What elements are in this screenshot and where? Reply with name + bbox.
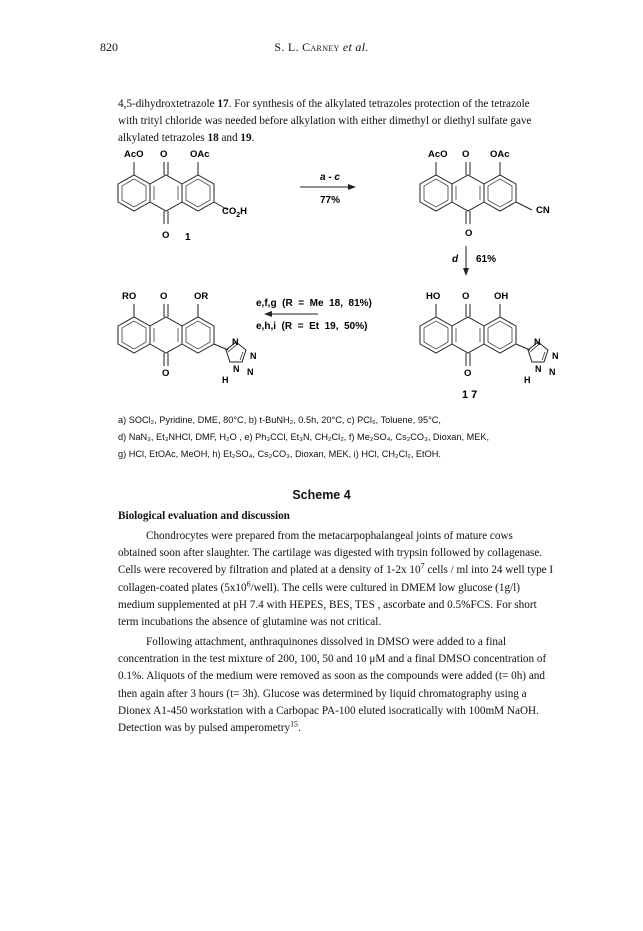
p1-line-6: term incubations the absence of glutamine was not critical. [118, 616, 382, 629]
p1-line-5: medium supplemented at pH 7.4 with HEPES, BES, TES , ascorbate and 0.5%FCS. For short [118, 598, 537, 611]
compound-1-co2h: $CO_2H$ [222, 206, 248, 219]
reference-15: 15 [290, 719, 298, 729]
section-heading: Biological evaluation and discussion [118, 510, 290, 522]
compound-ref-19: 19 [240, 132, 252, 145]
running-head-surname: Carney [302, 40, 340, 54]
compound-3-n3: N [233, 364, 240, 374]
compound-2-structure [420, 162, 532, 224]
compound-17-ho: HO [426, 291, 441, 302]
p2-line-3: 0.1%. Aliquots of the medium were removed as soon as the compounds were added (t= 0h) and [118, 670, 545, 683]
body-paragraph-1 [118, 528, 588, 631]
conditions-line-1: a) SOCl₂, Pyridine, DME, 80°C, b) t-BuNH₂, 0.5h, 20°C, c) PCl₅, Toluene, 95°C, [118, 415, 441, 425]
p1-line-3-tail: cells / ml into 24 well type I [424, 564, 554, 577]
p1-line-3 [118, 562, 588, 579]
p2-line-6 [118, 720, 588, 737]
arrow-d [463, 246, 469, 276]
arrow-d-yield: 61% [476, 254, 497, 265]
p1-line-3-exp: 7 [420, 561, 425, 571]
compound-17-number: 17 [462, 389, 481, 401]
compound-17-n3: N [535, 364, 542, 374]
compound-18-19-structure [118, 304, 246, 366]
p1-line-4-exp: 6 [246, 578, 251, 588]
compound-17-oh: OH [494, 291, 509, 302]
p2-line-5: Dionex A1-450 workstation with a Carbopac PA-100 eluted isocratically with 100mM NaOH. [118, 704, 539, 717]
running-head-initials: S. L. [274, 40, 303, 54]
compound-2-cn: CN [536, 205, 550, 216]
p1-line-4 [118, 580, 588, 597]
p2-line-6-end: . [297, 722, 301, 735]
intro-line-3-and: and [218, 132, 241, 145]
arrow-e-i-label-me: e,f,g (R = Me 18, 81%) [256, 298, 372, 309]
compound-17-n1: N [534, 337, 541, 347]
compound-3-n4: N [247, 367, 254, 377]
compound-1-o-top: O [160, 149, 168, 160]
compound-2-aco: AcO [428, 149, 448, 160]
p2-line-6-text: Detection was by pulsed amperometry [118, 722, 291, 735]
compound-ref-17: 17 [217, 98, 229, 110]
scheme-title: Scheme 4 [292, 488, 351, 502]
intro-line-1-tail: . For synthesis of the alkylated tetrazoles protection of the tetrazole [228, 98, 530, 110]
p1-line-3-text: Cells were recovered by filtration and plated at a density of 1-2x 10 [118, 564, 421, 577]
compound-1-o-bottom: O [162, 230, 170, 241]
compound-1-structure [118, 162, 228, 224]
arrow-a-c [300, 184, 356, 190]
compound-3-n2: N [250, 351, 257, 361]
compound-3-n1: N [232, 337, 239, 347]
compound-3-h: H [222, 375, 229, 385]
p1-line-4-text: collagen-coated plates (5x10 [118, 581, 247, 594]
compound-3-o-top: O [160, 291, 168, 302]
compound-1-oac: OAc [190, 149, 210, 160]
arrow-e-i [264, 311, 318, 317]
arrow-e-i-label-et: e,h,i (R = Et 19, 50%) [256, 321, 368, 332]
compound-17-o-top: O [462, 291, 470, 302]
compound-3-o-bottom: O [162, 368, 170, 379]
intro-line-3-text: alkylated tetrazoles [118, 132, 208, 145]
p2-line-2: concentration in the test mixture of 200, 100, 50 and 10 μM and a final DMSO concentration of [118, 653, 547, 666]
conditions-line-3: g) HCl, EtOAc, MeOH, h) Et₂SO₄, Cs₂CO₃, Dioxan, MEK, i) HCl, CH₂Cl₂, EtOH. [118, 449, 441, 459]
compound-ref-18: 18 [207, 132, 219, 145]
intro-line-1-text: 4,5-dihydroxtetrazole [118, 98, 218, 110]
compound-2-oac: OAc [490, 149, 510, 160]
p2-line-4: then again after 3 hours (t= 3h). Glucose was determined by liquid chromatography using a [118, 687, 527, 700]
compound-17-n2: N [552, 351, 559, 361]
reaction-conditions [118, 412, 588, 463]
compound-1-aco: AcO [124, 149, 144, 160]
p2-line-1: Following attachment, anthraquinones dissolved in DMSO were added to a final [146, 636, 507, 648]
compound-3-ro: RO [122, 291, 137, 302]
conditions-line-2: d) NaN₃, Et₃NHCl, DMF, H₂O , e) Ph₃CCl, Et₃N, CH₂Cl₂, f) Me₂SO₄, Cs₂CO₃, Dioxan, MEK, [118, 432, 490, 442]
compound-2-o-bottom: O [465, 228, 473, 239]
intro-line-2: with trityl chloride was needed before alkylation with either dimethyl or diethyl sulfate gave [118, 115, 532, 128]
running-head-et-al: et al. [339, 40, 369, 54]
p1-line-1: Chondrocytes were prepared from the metacarpophalangeal joints of mature cows [146, 530, 513, 542]
compound-3-or: OR [194, 291, 209, 302]
p1-line-2: obtained soon after slaughter. The cartilage was digested with trypsin followed by collagenase. [118, 547, 543, 560]
compound-1-number: 1 [185, 232, 191, 243]
compound-17-o-bottom: O [464, 368, 472, 379]
body-paragraph-2 [118, 634, 588, 737]
compound-2-o-top: O [462, 149, 470, 160]
compound-17-n4: N [549, 367, 556, 377]
compound-17-structure [420, 304, 548, 366]
intro-line-3-end: . [251, 132, 255, 145]
compound-17-h: H [524, 375, 531, 385]
page-number: 820 [100, 40, 118, 54]
p1-line-4-tail: /well). The cells were cultured in DMEM low glucose (1g/l) [250, 581, 520, 594]
arrow-a-c-yield: 77% [319, 195, 341, 206]
arrow-d-label: d [452, 254, 459, 265]
arrow-a-c-label: a - c [319, 172, 341, 183]
